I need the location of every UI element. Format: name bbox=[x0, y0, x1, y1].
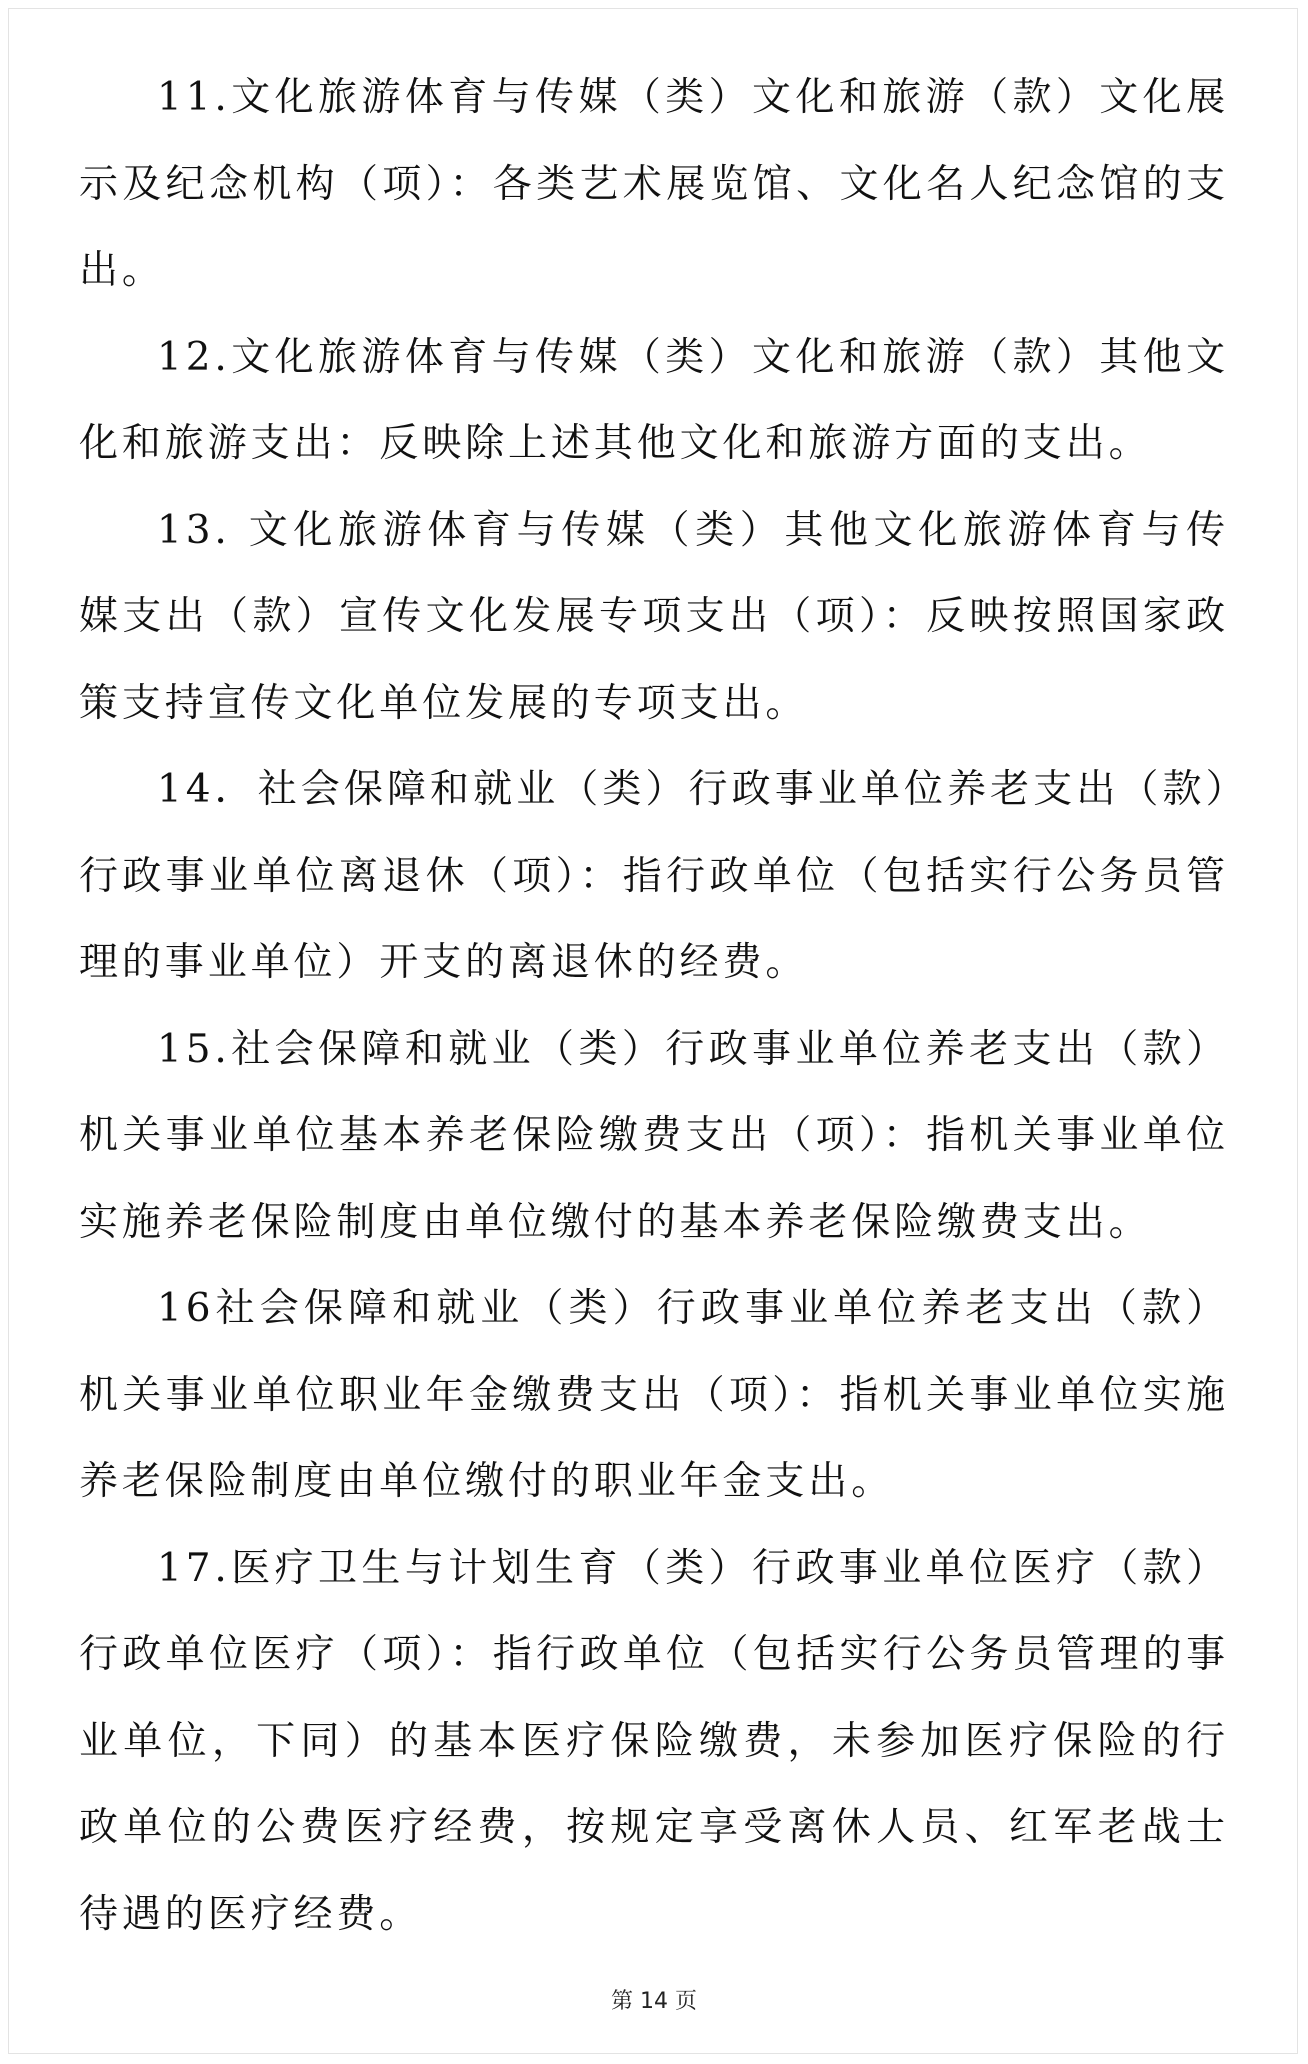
paragraph-17: 17.医疗卫生与计划生育（类）行政事业单位医疗（款）行政单位医疗（项）：指行政单位（包括实行公务员管理的事业单位，下同）的基本医疗保险缴费，未参加医疗保险的行政单位的公费医疗经费，按规定享受离休人员、红军老战士待遇的医疗经费。 bbox=[79, 1545, 1229, 1937]
paragraph-13: 13. 文化旅游体育与传媒（类）其他文化旅游体育与传媒支出（款）宣传文化发展专项支出（项）：反映按照国家政策支持宣传文化单位发展的专项支出。 bbox=[79, 507, 1229, 726]
paragraph-15: 15.社会保障和就业（类）行政事业单位养老支出（款）机关事业单位基本养老保险缴费支出（项）：指机关事业单位实施养老保险制度由单位缴付的基本养老保险缴费支出。 bbox=[79, 1026, 1229, 1245]
paragraph-11: 11.文化旅游体育与传媒（类）文化和旅游（款）文化展示及纪念机构（项）：各类艺术展览馆、文化名人纪念馆的支出。 bbox=[79, 75, 1229, 293]
paragraph-12: 12.文化旅游体育与传媒（类）文化和旅游（款）其他文化和旅游支出：反映除上述其他文化和旅游方面的支出。 bbox=[79, 334, 1229, 466]
document-body bbox=[79, 55, 1229, 1958]
paragraph-14: 14．社会保障和就业（类）行政事业单位养老支出（款）行政事业单位离退休（项）：指行政单位（包括实行公务员管理的事业单位）开支的离退休的经费。 bbox=[79, 767, 1229, 985]
page-number: 第 14 页 bbox=[611, 1989, 697, 2014]
paragraph-16: 16社会保障和就业（类）行政事业单位养老支出（款）机关事业单位职业年金缴费支出（项）：指机关事业单位实施养老保险制度由单位缴付的职业年金支出。 bbox=[79, 1286, 1229, 1504]
